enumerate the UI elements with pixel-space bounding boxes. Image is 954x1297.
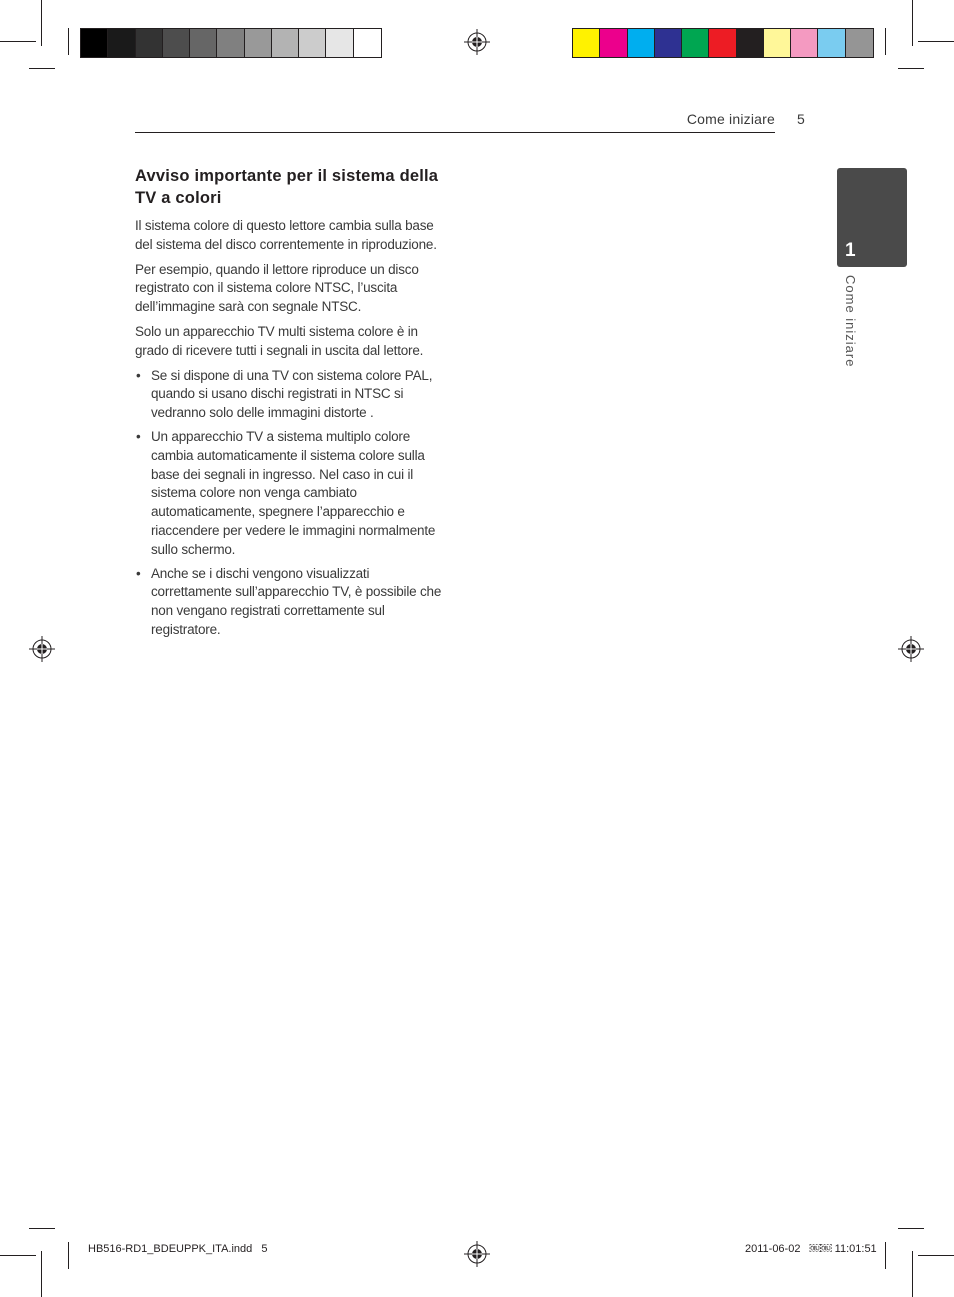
bullet-icon: •	[136, 367, 141, 383]
crop-mark	[885, 28, 886, 55]
crop-mark	[918, 41, 954, 42]
bullet-text: Un apparecchio TV a sistema multiplo colore cambia automaticamente il sistema colore sulla base dei segnali in ingresso. Nel caso in cui il sistema colore non venga cambiato automaticamente, spegnere l’apparecchio e riaccendere per vedere le immagini normalmente sullo schermo.	[151, 428, 436, 557]
registration-mark-icon	[464, 29, 490, 55]
color-swatch	[600, 29, 627, 57]
bullet-text: Anche se i dischi vengono visualizzati correttamente sull’apparecchio TV, è possibile che non vengano registrati correttamente sul registratore.	[151, 565, 442, 637]
bullet-item	[135, 367, 450, 423]
color-swatch	[818, 29, 845, 57]
running-header-title: Come iniziare	[686, 111, 775, 127]
bullet-icon: •	[136, 565, 141, 581]
header-rule	[135, 132, 775, 133]
bullet-list	[135, 367, 450, 640]
crop-mark	[0, 1255, 36, 1256]
color-swatch	[846, 29, 873, 57]
body-paragraph: Per esempio, quando il lettore riproduce un disco registrato con il sistema colore NTSC, l’uscita dell’immagine sarà con segnale NTSC.	[135, 261, 419, 315]
color-swatch	[573, 29, 600, 57]
crop-mark	[29, 68, 55, 69]
crop-mark	[898, 68, 924, 69]
footer-timestamp: 2011-06-02 ￼￼ 11:01:51	[745, 1243, 877, 1255]
color-swatch	[326, 29, 353, 57]
color-swatch	[709, 29, 736, 57]
crop-mark	[918, 1255, 954, 1256]
crop-mark	[68, 1242, 69, 1269]
crop-mark	[68, 28, 69, 55]
footer-file-name: HB516-RD1_BDEUPPK_ITA.indd 5	[88, 1243, 268, 1255]
color-swatch	[81, 29, 108, 57]
bullet-text: Se si dispone di una TV con sistema colore PAL, quando si usano dischi registrati in NTSC si vedranno solo delle immagini distorte .	[151, 367, 433, 421]
color-swatch	[190, 29, 217, 57]
color-swatch	[682, 29, 709, 57]
body-paragraph: Il sistema colore di questo lettore cambia sulla base del sistema del disco correntemente in riproduzione.	[135, 218, 437, 252]
crop-mark	[885, 1242, 886, 1269]
crop-mark	[29, 1228, 55, 1229]
color-swatch	[108, 29, 135, 57]
crop-mark	[0, 41, 36, 42]
color-swatch	[299, 29, 326, 57]
color-swatch	[163, 29, 190, 57]
color-swatch	[217, 29, 244, 57]
registration-mark-icon	[29, 636, 55, 662]
crop-mark	[912, 1251, 913, 1297]
bullet-item	[135, 428, 450, 560]
grayscale-color-bar	[80, 28, 382, 58]
bullet-item	[135, 565, 450, 640]
crop-mark	[898, 1228, 924, 1229]
registration-mark-icon	[898, 636, 924, 662]
color-swatch	[764, 29, 791, 57]
color-swatch	[136, 29, 163, 57]
crop-mark	[41, 1251, 42, 1297]
registration-mark-icon	[464, 1241, 490, 1267]
bullet-icon: •	[136, 428, 141, 444]
color-swatch	[655, 29, 682, 57]
body-paragraph: Solo un apparecchio TV multi sistema colore è in grado di ricevere tutti i segnali in uscita dal lettore.	[135, 323, 424, 358]
main-content	[135, 165, 450, 645]
process-color-bar	[572, 28, 874, 58]
color-swatch	[737, 29, 764, 57]
crop-mark	[912, 0, 913, 46]
chapter-number: 1	[845, 240, 856, 261]
crop-mark	[41, 0, 42, 46]
page-number: 5	[797, 111, 805, 127]
chapter-label: Come iniziare	[843, 275, 858, 368]
color-swatch	[791, 29, 818, 57]
color-swatch	[628, 29, 655, 57]
section-heading: Avviso importante per il sistema della TV a colori	[135, 167, 439, 207]
color-swatch	[354, 29, 381, 57]
color-swatch	[245, 29, 272, 57]
color-swatch	[272, 29, 299, 57]
